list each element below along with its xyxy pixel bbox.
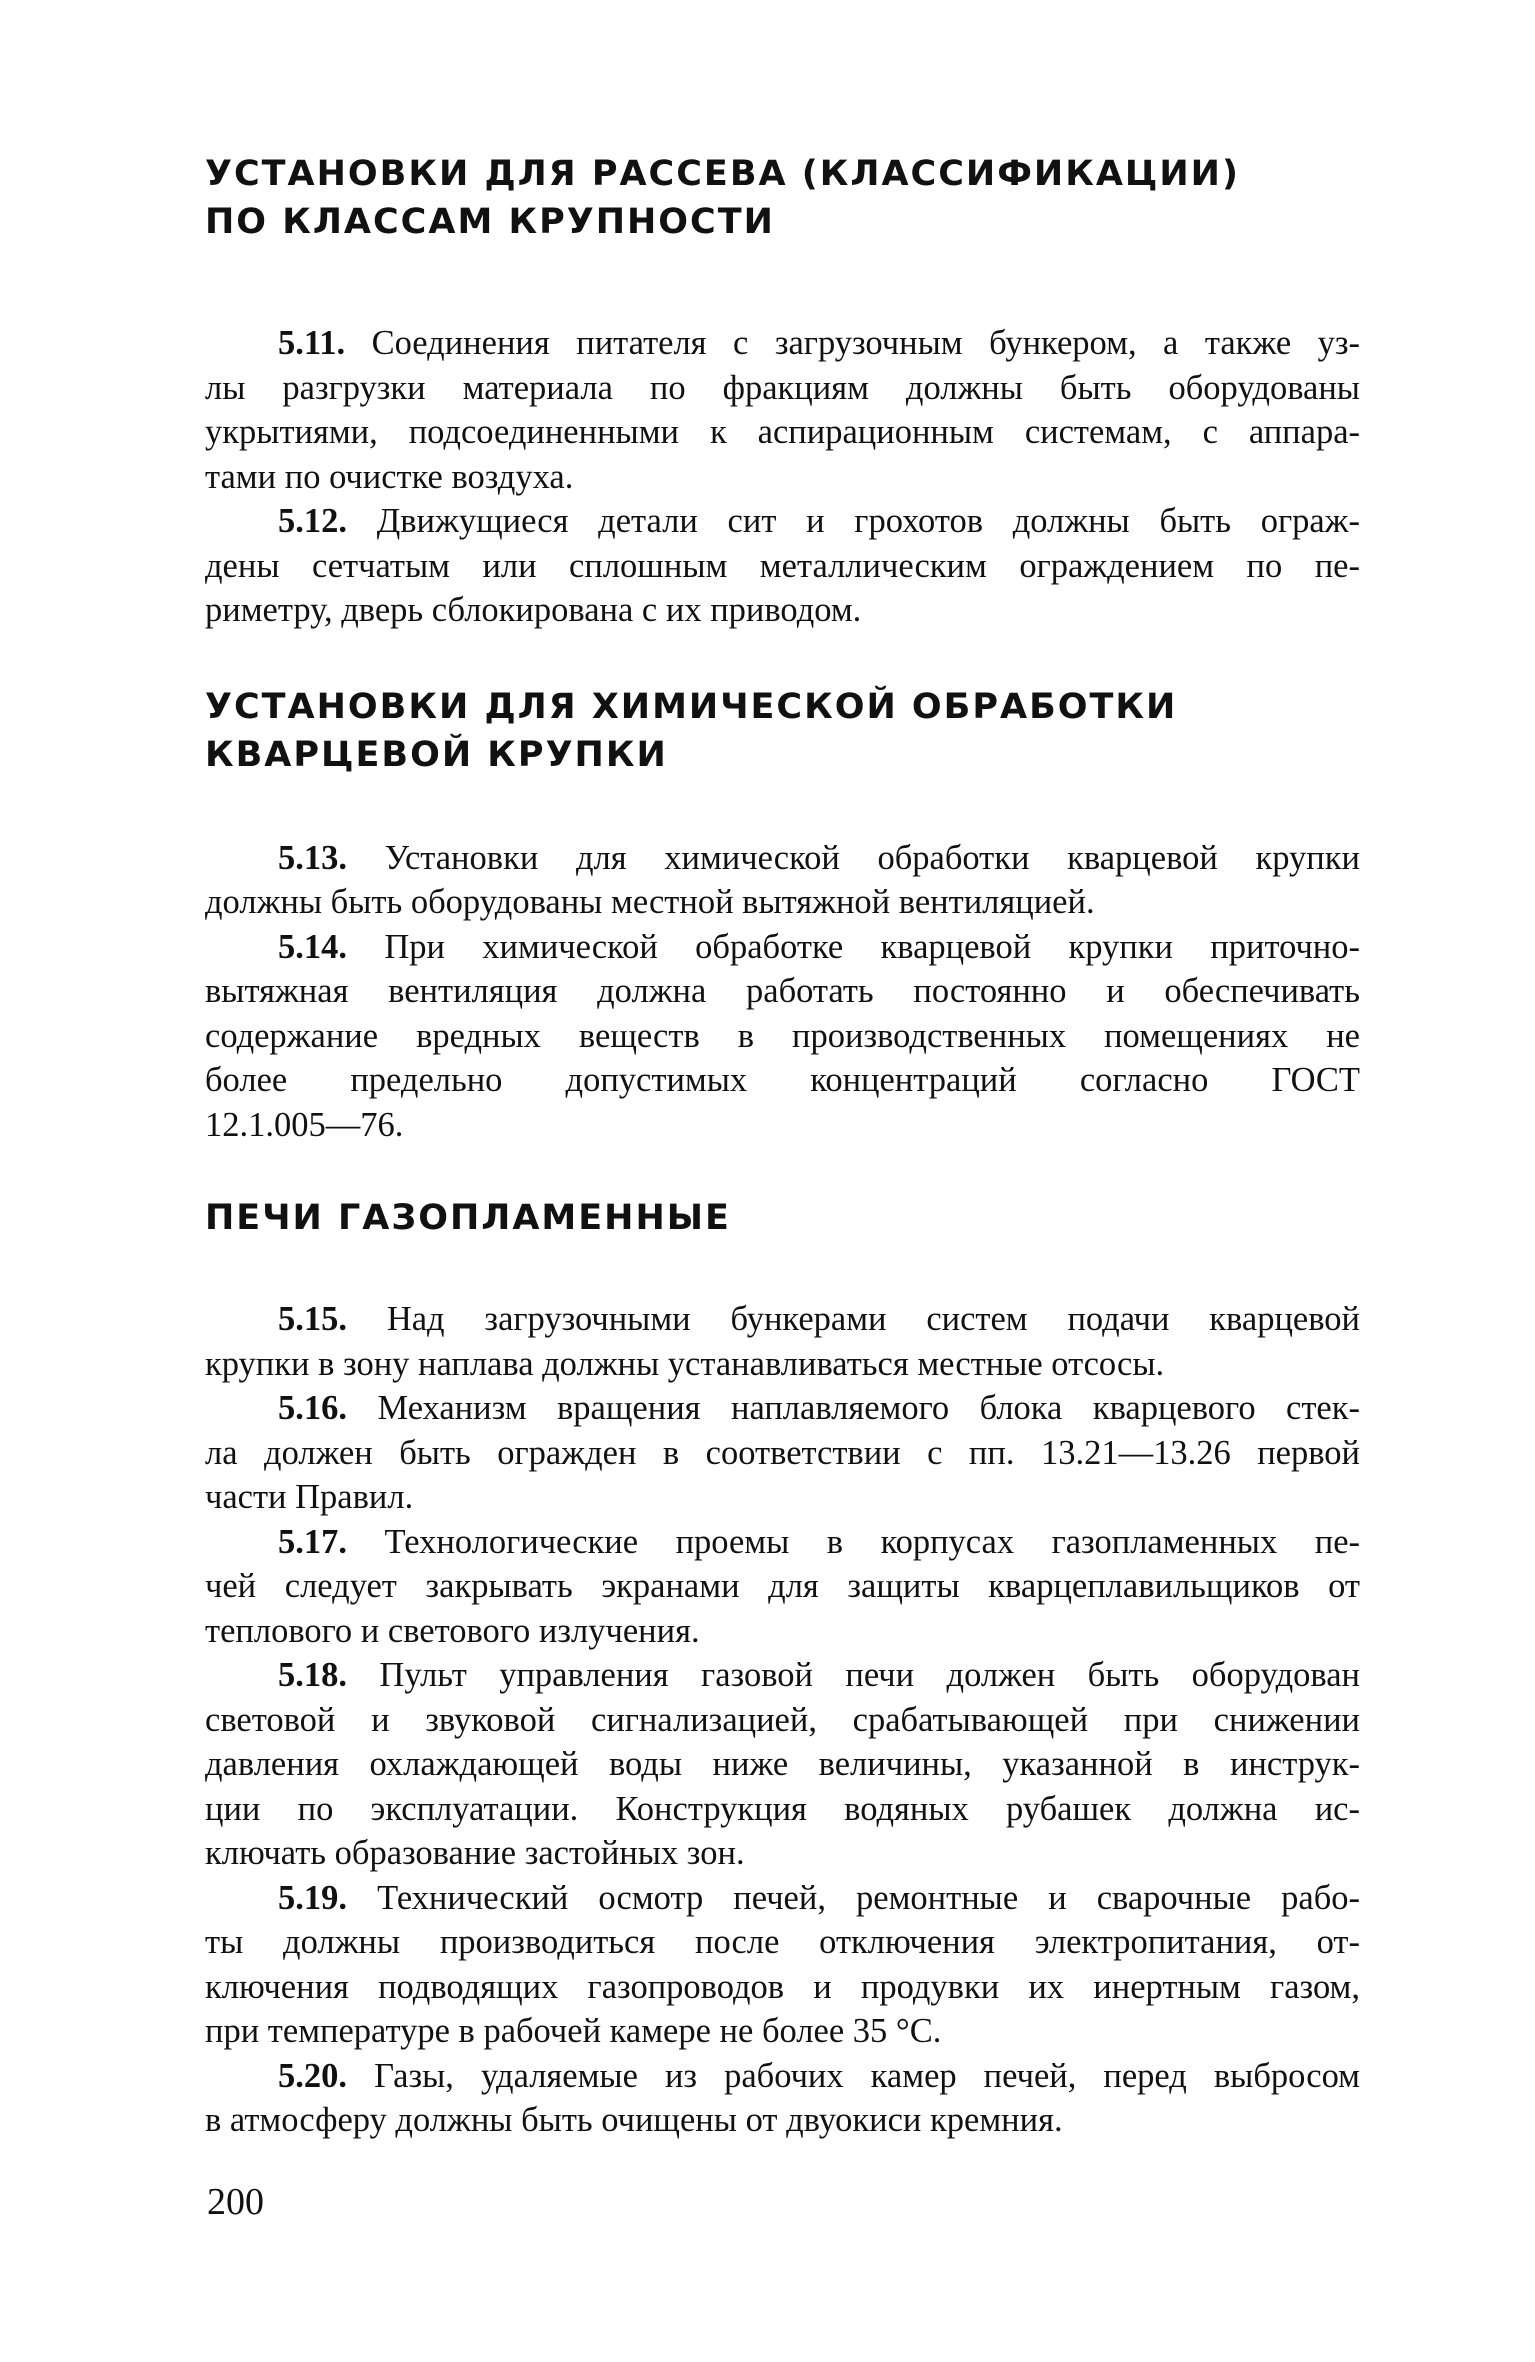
text-line: ключать образование застойных зон. — [205, 1834, 745, 1872]
text-line: части Правил. — [205, 1478, 414, 1516]
paragraph-number: 5.13. — [278, 838, 347, 877]
text-line: лы разгрузки материала по фракциям должны быть оборудованы — [205, 368, 1360, 407]
text-line: риметру, дверь сблокирована с их приводом. — [205, 591, 862, 629]
paragraph-number: 5.19. — [278, 1878, 347, 1917]
paragraph-5-20 — [205, 2054, 1360, 2143]
paragraph-5-19 — [205, 1876, 1360, 2054]
text-line: ла должен быть огражден в соответствии с пп. 13.21—13.26 первой — [205, 1433, 1360, 1472]
paragraph-5-13 — [205, 836, 1360, 925]
text-line: в атмосферу должны быть очищены от двуокиси кремния. — [205, 2101, 1063, 2139]
heading-line: УСТАНОВКИ ДЛЯ ХИМИЧЕСКОЙ ОБРАБОТКИ — [205, 686, 1178, 727]
paragraph-number: 5.20. — [278, 2056, 347, 2095]
text-line: Над загрузочными бункерами систем подачи кварцевой — [386, 1300, 1360, 1338]
text-line: вытяжная вентиляция должна работать постоянно и обеспечивать — [205, 972, 1360, 1010]
text-line: световой и звуковой сигнализацией, срабатывающей при снижении — [205, 1700, 1360, 1739]
text-line: Соединения питателя с загрузочным бункером, а также уз- — [371, 324, 1360, 362]
text-line: При химической обработке кварцевой крупки приточно- — [384, 927, 1361, 966]
text-line: Технологические проемы в корпусах газопламенных пе- — [384, 1522, 1360, 1561]
text-line: Газы, удаляемые из рабочих камер печей, перед выбросом — [374, 2056, 1361, 2095]
paragraph-5-12 — [205, 499, 1360, 633]
section-heading-furnaces — [205, 1194, 1360, 1242]
heading-line: УСТАНОВКИ ДЛЯ РАССЕВА (КЛАССИФИКАЦИИ) — [205, 154, 1240, 194]
text-line: должны быть оборудованы местной вытяжной вентиляцией. — [205, 883, 1095, 921]
paragraph-number: 5.18. — [278, 1656, 347, 1694]
paragraph-number: 5.16. — [278, 1389, 347, 1427]
text-line: Установки для химической обработки кварцевой крупки — [384, 838, 1360, 877]
paragraph-number: 5.15. — [278, 1300, 347, 1338]
text-line: Механизм вращения наплавляемого блока кварцевого стек- — [377, 1389, 1360, 1427]
text-line: ключения подводящих газопроводов и продувки их инертным газом, — [205, 1967, 1360, 2006]
text-line: Пульт управления газовой печи должен быть оборудован — [379, 1656, 1360, 1694]
text-line: крупки в зону наплава должны устанавливаться местные отсосы. — [205, 1344, 1165, 1383]
paragraph-number: 5.12. — [278, 502, 347, 540]
paragraph-5-14 — [205, 925, 1360, 1148]
heading-line: ПЕЧИ ГАЗОПЛАМЕННЫЕ — [205, 1198, 731, 1238]
text-line: теплового и светового излучения. — [205, 1611, 700, 1650]
section-heading-sieving — [205, 150, 1360, 246]
paragraph-5-15 — [205, 1297, 1360, 1386]
text-line: 12.1.005—76. — [205, 1105, 404, 1144]
text-line: ты должны производиться после отключения электропитания, от- — [205, 1923, 1360, 1961]
heading-line: КВАРЦЕВОЙ КРУПКИ — [205, 734, 668, 775]
paragraph-5-11 — [205, 321, 1360, 499]
text-line: дены сетчатым или сплошным металлическим ограждением по пе- — [205, 546, 1360, 585]
text-line: содержание вредных веществ в производственных помещениях не — [205, 1016, 1360, 1055]
section-heading-chemical — [205, 683, 1360, 779]
text-line: ции по эксплуатации. Конструкция водяных рубашек должна ис- — [205, 1789, 1360, 1828]
heading-line: ПО КЛАССАМ КРУПНОСТИ — [205, 202, 775, 242]
text-line: более предельно допустимых концентраций согласно ГОСТ — [205, 1061, 1360, 1099]
text-line: укрытиями, подсоединенными к аспирационным системам, с аппара- — [205, 413, 1360, 451]
text-line: чей следует закрывать экранами для защиты кварцеплавильщиков от — [205, 1567, 1360, 1605]
paragraph-number: 5.17. — [278, 1522, 347, 1561]
text-line: при температуре в рабочей камере не более 35 °С. — [205, 2012, 942, 2050]
paragraph-5-18 — [205, 1653, 1360, 1876]
paragraph-number: 5.14. — [278, 927, 347, 966]
text-line: давления охлаждающей воды ниже величины, указанной в инструк- — [205, 1745, 1360, 1783]
page-number: 200 — [207, 2181, 264, 2223]
text-line: Технический осмотр печей, ремонтные и сварочные рабо- — [377, 1878, 1360, 1917]
text-line: тами по очистке воздуха. — [205, 457, 574, 496]
document-page — [205, 150, 1360, 2143]
paragraph-number: 5.11. — [278, 324, 346, 362]
paragraph-5-16 — [205, 1386, 1360, 1520]
paragraph-5-17 — [205, 1520, 1360, 1654]
text-line: Движущиеся детали сит и грохотов должны быть ограж- — [376, 502, 1360, 540]
